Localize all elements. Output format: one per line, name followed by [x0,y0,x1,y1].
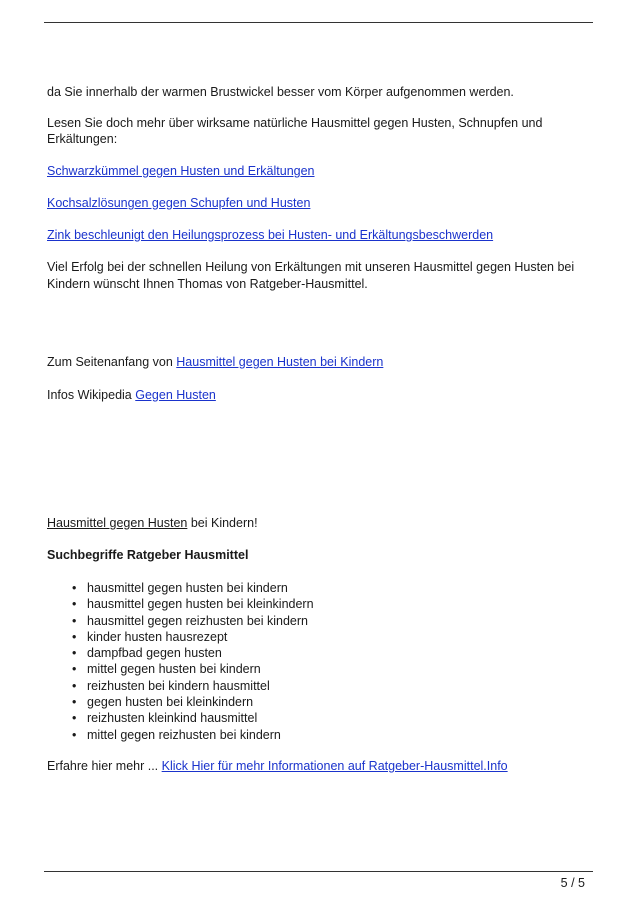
footer-rule [44,871,593,872]
read-more-line-1: Lesen Sie doch mehr über wirksame natürliche Hausmittel gegen Husten, Schnupfen und [47,116,543,130]
back-to-top-prefix: Zum Seitenanfang von [47,355,173,369]
header-rule [44,22,593,23]
closing-line-2: Kindern wünscht Ihnen Thomas von Ratgeber-Hausmittel. [47,277,368,291]
read-more-line-2: Erkältungen: [47,132,118,146]
footer-title [47,515,258,532]
list-item: • reizhusten bei kindern hausmittel [70,678,314,694]
footer-title-rest: bei Kindern! [187,516,258,530]
list-item: • hausmittel gegen reizhusten bei kindern [70,613,314,629]
keywords-list [70,580,314,743]
link-schwarzkuemmel[interactable]: Schwarzkümmel gegen Husten und Erkältungen [47,164,315,178]
more-info-prefix: Erfahre hier mehr ... [47,759,159,773]
page-number: 5 / 5 [560,876,585,890]
wikipedia-prefix: Infos Wikipedia [47,388,132,402]
link-zink[interactable]: Zink beschleunigt den Heilungsprozess bei Husten- und Erkältungsbeschwerden [47,228,494,242]
list-item: • reizhusten kleinkind hausmittel [70,710,314,726]
list-item: • hausmittel gegen husten bei kleinkindern [70,596,314,612]
wikipedia-line [47,387,216,404]
intro-paragraph-end: da Sie innerhalb der warmen Brustwickel besser vom Körper aufgenommen werden. [47,85,514,99]
back-to-top-line [47,354,383,371]
wikipedia-link[interactable]: Gegen Husten [135,388,216,402]
list-item: • hausmittel gegen husten bei kindern [70,580,314,596]
keywords-heading: Suchbegriffe Ratgeber Hausmittel [47,548,249,562]
more-info-line [47,758,508,775]
closing-line-1: Viel Erfolg bei der schnellen Heilung von Erkältungen mit unseren Hausmittel gegen Husten bei [47,260,575,274]
more-info-link[interactable]: Klick Hier für mehr Informationen auf Ratgeber-Hausmittel.Info [161,759,508,773]
list-item: • gegen husten bei kleinkindern [70,694,314,710]
list-item: • kinder husten hausrezept [70,629,314,645]
footer-title-underlined: Hausmittel gegen Husten [47,516,188,530]
list-item: • mittel gegen reizhusten bei kindern [70,727,314,743]
list-item: • dampfbad gegen husten [70,645,314,661]
back-to-top-link[interactable]: Hausmittel gegen Husten bei Kindern [176,355,384,369]
list-item: • mittel gegen husten bei kindern [70,661,314,677]
link-kochsalzloesungen[interactable]: Kochsalzlösungen gegen Schupfen und Husten [47,196,311,210]
